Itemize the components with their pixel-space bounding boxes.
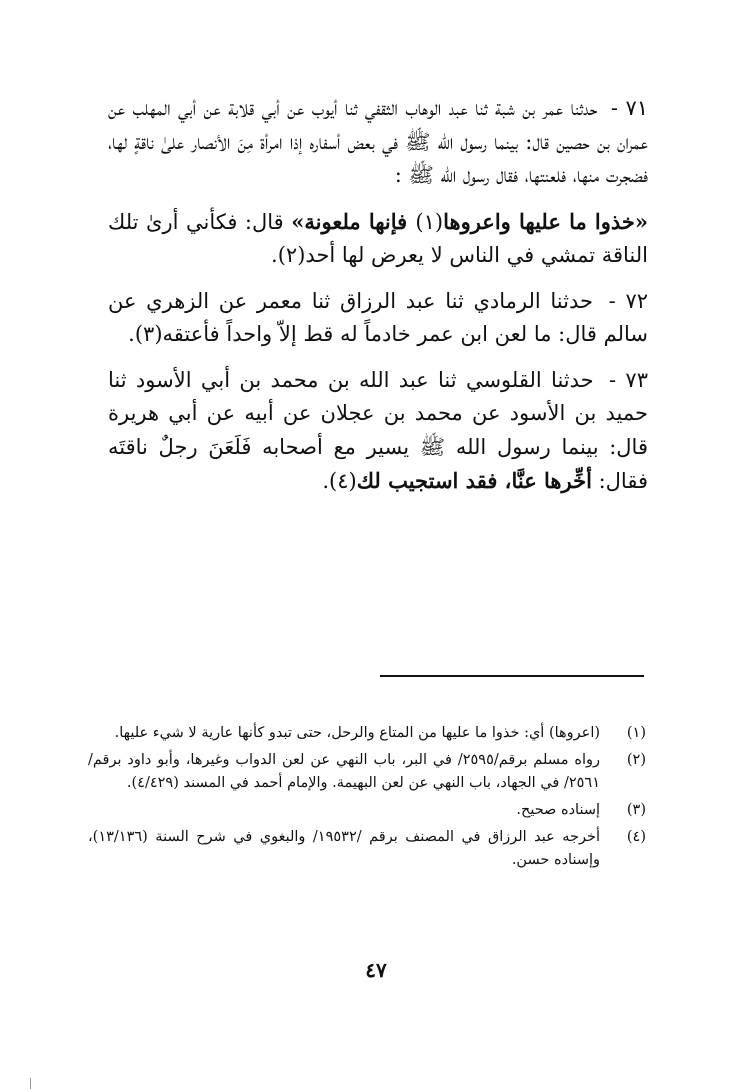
- footnote-ref-1: (١): [415, 209, 444, 234]
- footnote-ref-4: (٤).: [322, 469, 357, 493]
- hadith-71-continuation: [108, 205, 648, 273]
- footnote-item: [88, 722, 646, 745]
- footnote-item: [88, 799, 646, 822]
- hadith-72: [108, 285, 648, 352]
- prophetic-saying-end: فإنها ملعونة»: [291, 208, 416, 234]
- scan-edge-mark: [30, 1078, 31, 1089]
- footnote-number: (١): [626, 725, 646, 741]
- footnote-number: (٣): [626, 802, 646, 818]
- hadith-number: ٧١ -: [610, 96, 648, 120]
- hadith-number: ٧٣ -: [608, 367, 648, 392]
- footnote-text: رواه مسلم برقم/٢٥٩٥/ في البر، باب النهي عن لعن الدواب وغيرها، وأبو داود برقم/٢٥٦١/ في الجهاد، باب النهي عن لعن البهيمة. والإمام أحمد في المسند (٤/٤٢٩).: [88, 752, 601, 791]
- footnote-number: (٢): [626, 752, 646, 768]
- footnotes: [88, 722, 646, 876]
- page-number: ٤٧: [365, 958, 387, 982]
- hadith-73: [108, 364, 648, 499]
- hadith-text: حدثنا عمر بن شبة ثنا عبد الوهاب الثقفي ثنا أيوب عن أبي قلابة عن أبي المهلب عن عمران بن حصين قال: بينما رسول الله ﷺ في بعض أسفاره إذا امرأة مِنَ الأنصار علىٰ ناقةٍ لها، فضجرت منها، فلعنتها، فقال رسول الله ﷺ :: [108, 96, 648, 187]
- footnote-divider: [380, 675, 644, 677]
- hadith-71: [108, 92, 648, 193]
- footnote-text: إسناده صحيح.: [516, 802, 600, 818]
- prophetic-saying: «خذوا ما عليها واعروها: [443, 208, 649, 234]
- footnote-text: (اعروها) أي: خذوا ما عليها من المتاع والرحل، حتى تبدو كأنها عارية لا شيء عليها.: [114, 725, 600, 741]
- main-text: [108, 92, 648, 511]
- footnote-item: [88, 826, 646, 872]
- footnote-text: أخرجه عبد الرزاق في المصنف برقم /١٩٥٣٢/ والبغوي في شرح السنة (١٣/١٣٦)، وإسناده حسن.: [88, 829, 600, 868]
- footnote-number: (٤): [626, 829, 646, 845]
- hadith-number: ٧٢ -: [608, 288, 648, 313]
- hadith-text: حدثنا القلوسي ثنا عبد الله بن محمد بن أبي الأسود ثنا حميد بن الأسود عن محمد بن عجلان عن أبيه عن أبي هريرة قال: بينما رسول الله ﷺ يسير مع أصحابه فَلَعَنَ رجلٌ ناقتَه فقال:: [108, 367, 648, 493]
- hadith-text: قال: فكأني أرىٰ تلك الناقة تمشي في الناس لا يعرض لها أحد(٢).: [108, 209, 648, 267]
- hadith-text: حدثنا الرمادي ثنا عبد الرزاق ثنا معمر عن الزهري عن سالم قال: ما لعن ابن عمر خادماً له قط إلاّ واحداً فأعتقه(٣).: [108, 288, 648, 346]
- footnote-item: [88, 749, 646, 795]
- prophetic-saying: أخِّرها عنَّا، فقد استجيب لك: [356, 468, 592, 493]
